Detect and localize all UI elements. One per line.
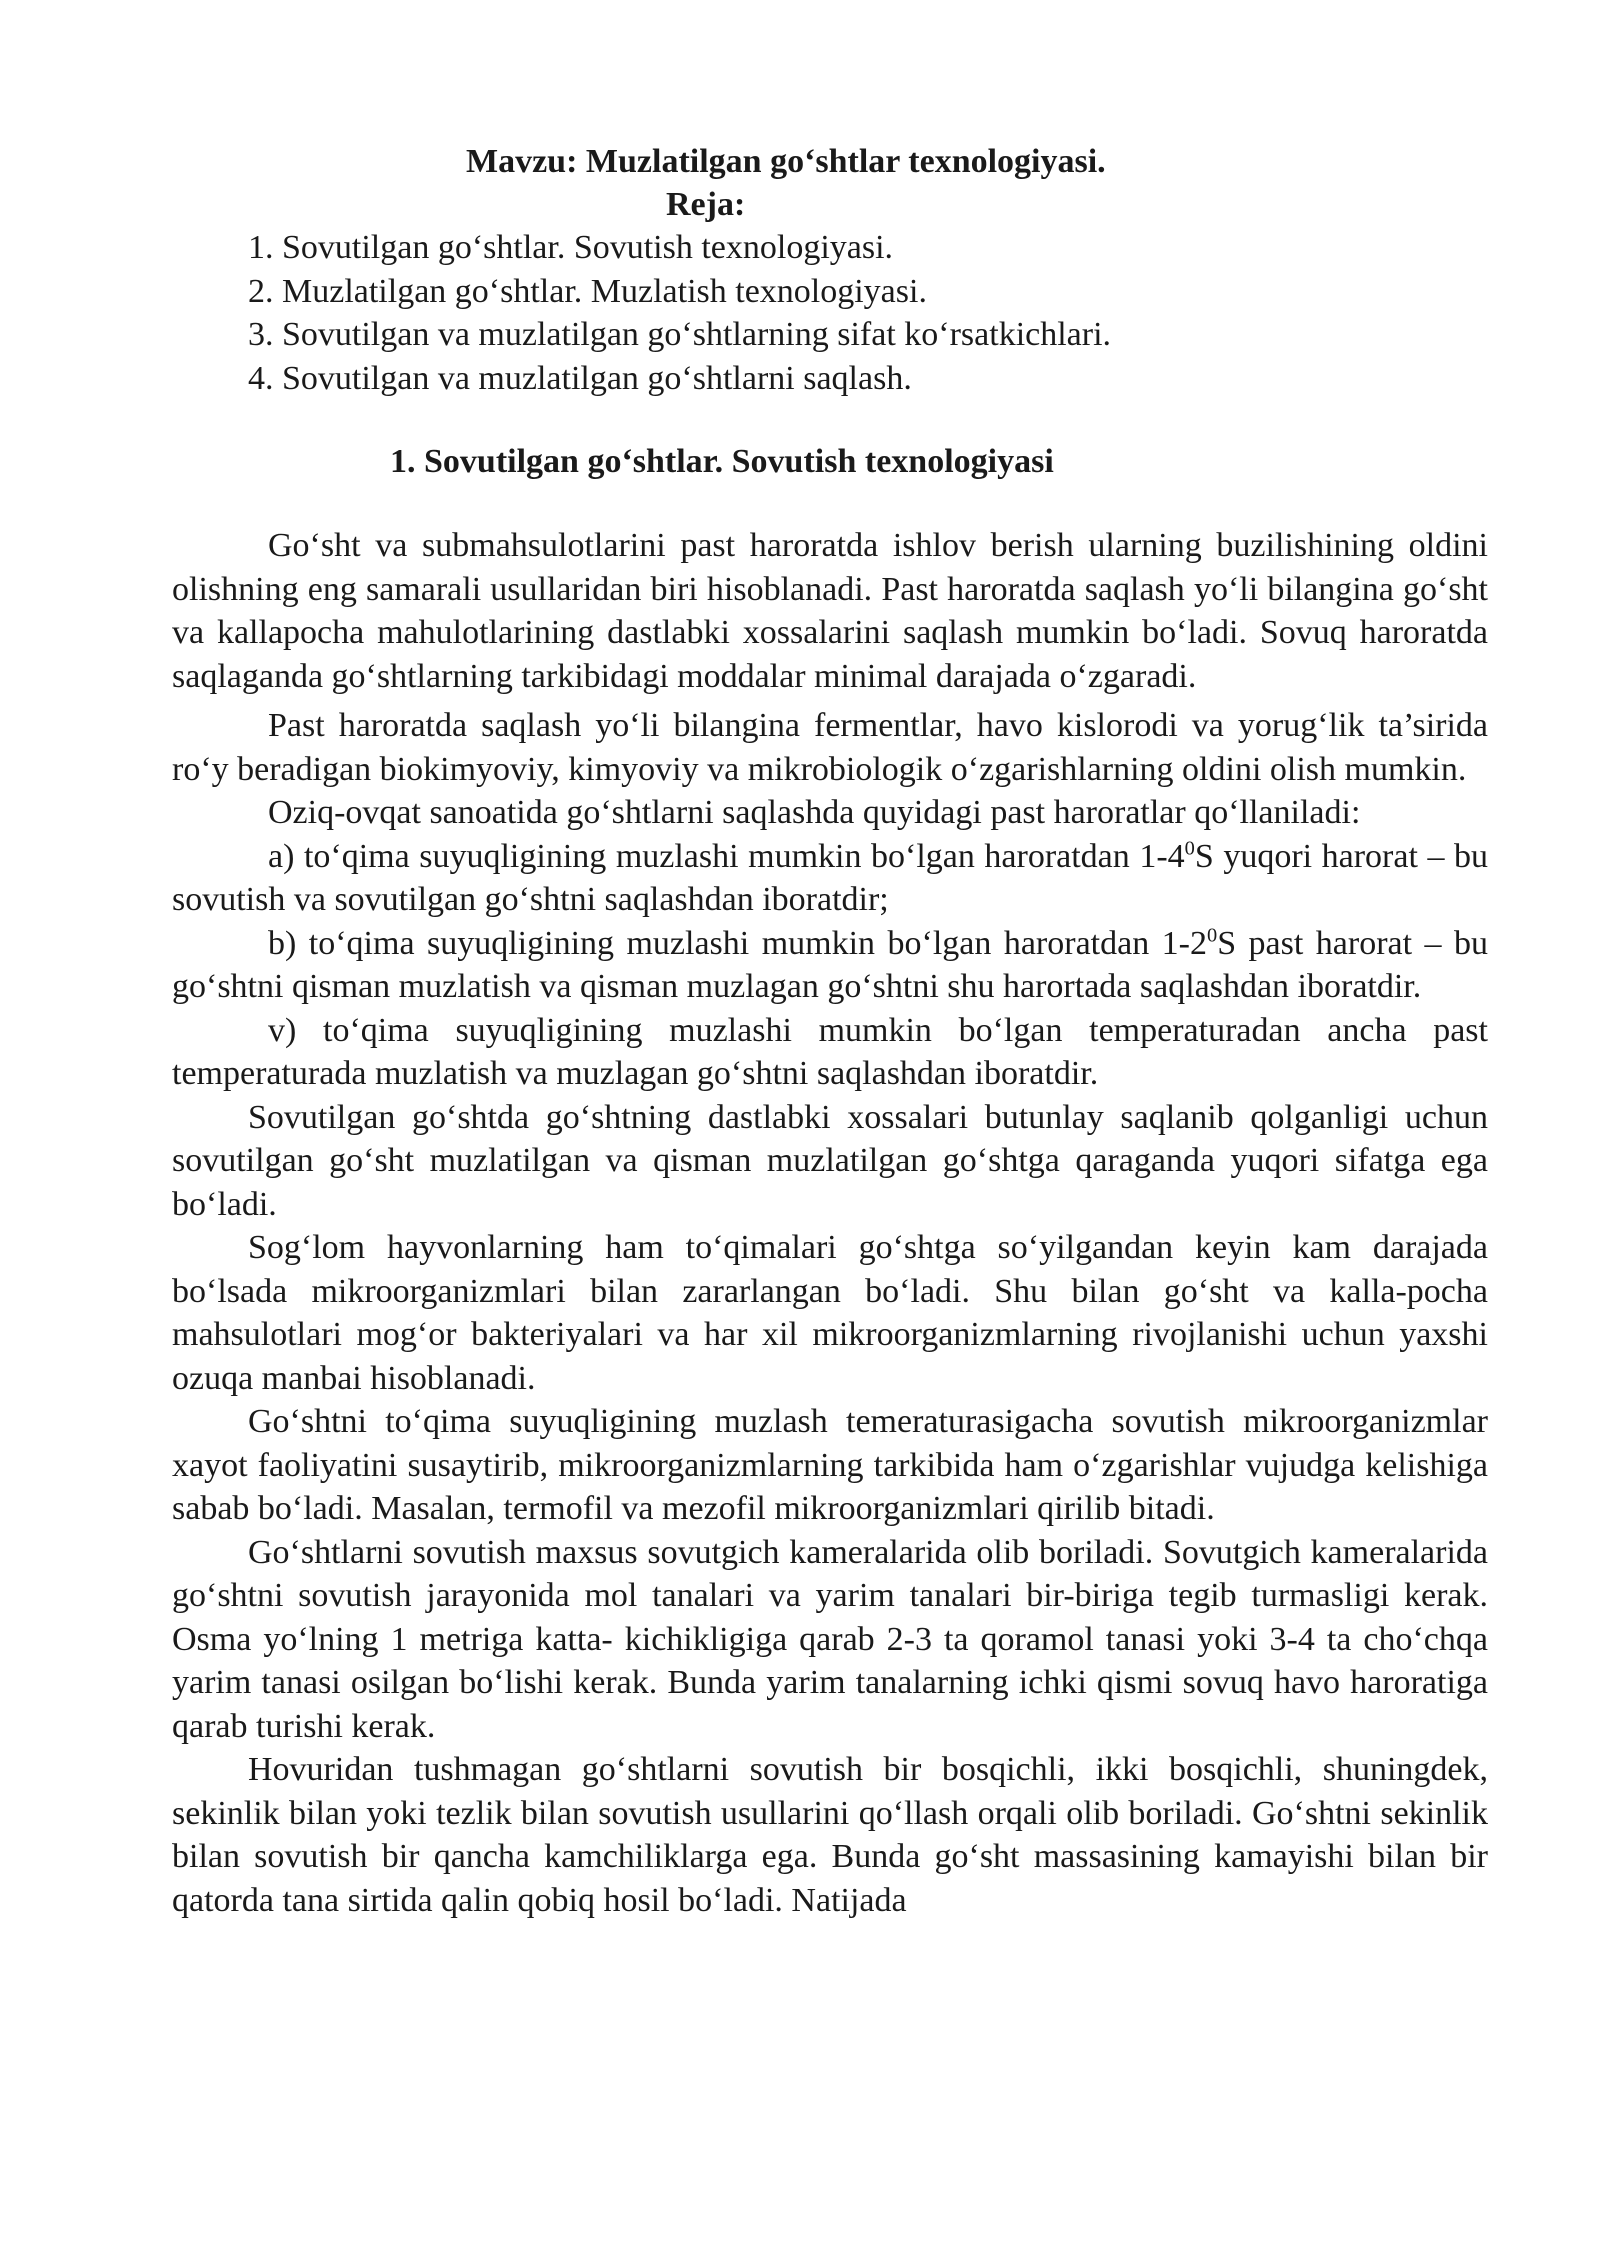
document-page [172, 140, 1488, 1922]
degree-superscript: 0 [1184, 837, 1195, 860]
section-title: 1. Sovutilgan go‘shtlar. Sovutish texnologiyasi [390, 443, 1054, 480]
plan-item: 2. Muzlatilgan go‘shtlar. Muzlatish texnologiyasi. [248, 272, 927, 310]
paragraph: Oziq-ovqat sanoatida go‘shtlarni saqlashda quyidagi past haroratlar qo‘llaniladi: [268, 794, 1361, 831]
plan-item: 3. Sovutilgan va muzlatilgan go‘shtlarning sifat ko‘rsatkichlari. [248, 316, 1112, 353]
paragraph: Go‘shtlarni sovutish maxsus sovutgich kameralarida olib boriladi. Sovutgich kameralarida go‘shtni sovutish jarayonida mol tanalari va yarim tanalari bir-biriga tegib turmasligi kerak. Osma yo‘lning 1 metriga katta- kichikligiga qarab 2-3 ta qoramol tanasi yoki 3-4 ta cho‘chqa yarim tanasi osilgan bo‘lishi kerak. Bunda yarim tanalarning ichki qismi sovuq havo haroratiga qarab turishi kerak. [172, 1533, 1488, 1745]
paragraph: Go‘sht va submahsulotlarini past haroratda ishlov berish ularning buzilishining oldini olishning eng samarali usullaridan biri hisoblanadi. Past haroratda saqlash yo‘li bilangina go‘sht va kallapocha mahulotlarining dastlabki xossalarini saqlash mumkin bo‘ladi. Sovuq haroratda saqlaganda go‘shtlarning tarkibidagi moddalar minimal darajada o‘zgaradi. [172, 527, 1488, 695]
plan-heading: Reja: [666, 186, 746, 223]
degree-superscript: 0 [1206, 924, 1218, 947]
plan-item: 1. Sovutilgan go‘shtlar. Sovutish texnologiyasi. [248, 229, 894, 266]
plan-item: 4. Sovutilgan va muzlatilgan go‘shtlarni saqlash. [248, 359, 912, 397]
document-title: Mavzu: Muzlatilgan go‘shtlar texnologiyasi. [466, 143, 1106, 180]
paragraph-text: S past harorat – bu go‘shtni qisman muzlatish va qisman muzlagan go‘shtni shu harortada saqlashdan iboratdir. [172, 924, 1488, 1005]
paragraph: Sog‘lom hayvonlarning ham to‘qimalari go‘shtga so‘yilgandan keyin kam darajada bo‘lsada mikroorganizmlari bilan zararlangan bo‘ladi. Shu bilan go‘sht va kalla-pocha mahsulotlari mog‘or bakteriyalari va har xil mikroorganizmlarning rivojlanishi uchun yaxshi ozuqa manbai hisoblanadi. [172, 1229, 1488, 1397]
paragraph [172, 922, 1488, 1009]
paragraph-text: b) to‘qima suyuqligining muzlashi mumkin bo‘lgan haroratdan 1-2 [268, 924, 1207, 962]
paragraph-text: S yuqori harorat – bu sovutish va sovutilgan go‘shtni saqlashdan iboratdir; [172, 837, 1488, 918]
paragraph [172, 835, 1488, 922]
paragraph: Hovuridan tushmagan go‘shtlarni sovutish bir bosqichli, ikki bosqichli, shuningdek, sekinlik bilan yoki tezlik bilan sovutish usullarini qo‘llash orqali olib boriladi. Go‘shtni sekinlik bilan sovutish bir qancha kamchiliklarga ega. Bunda go‘sht massasining kamayishi bilan bir qatorda tana sirtida qalin qobiq hosil bo‘ladi. Natijada [172, 1751, 1488, 1919]
paragraph: Sovutilgan go‘shtda go‘shtning dastlabki xossalari butunlay saqlanib qolganligi uchun sovutilgan go‘sht muzlatilgan va qisman muzlatilgan go‘shtga qaraganda yuqori sifatga ega bo‘ladi. [172, 1098, 1488, 1223]
body-text [172, 524, 1488, 1922]
paragraph-text: a) to‘qima suyuqligining muzlashi mumkin bo‘lgan haroratdan 1-4 [268, 837, 1185, 875]
paragraph: Go‘shtni to‘qima suyuqligining muzlash temeraturasigacha sovutish mikroorganizmlar xayot faoliyatini susaytirib, mikroorganizmlarning tarkibida ham o‘zgarishlar vujudga kelishiga sabab bo‘ladi. Masalan, termofil va mezofil mikroorganizmlari qirilib bitadi. [172, 1403, 1488, 1527]
paragraph: v) to‘qima suyuqligining muzlashi mumkin bo‘lgan temperaturadan ancha past temperaturada muzlatish va muzlagan go‘shtni saqlashdan iboratdir. [172, 1011, 1488, 1092]
plan-list [172, 226, 1488, 400]
paragraph: Past haroratda saqlash yo‘li bilangina fermentlar, havo kislorodi va yorug‘lik ta’sirida ro‘y beradigan biokimyoviy, kimyoviy va mikrobiologik o‘zgarishlarning oldini olish mumkin. [172, 707, 1488, 788]
